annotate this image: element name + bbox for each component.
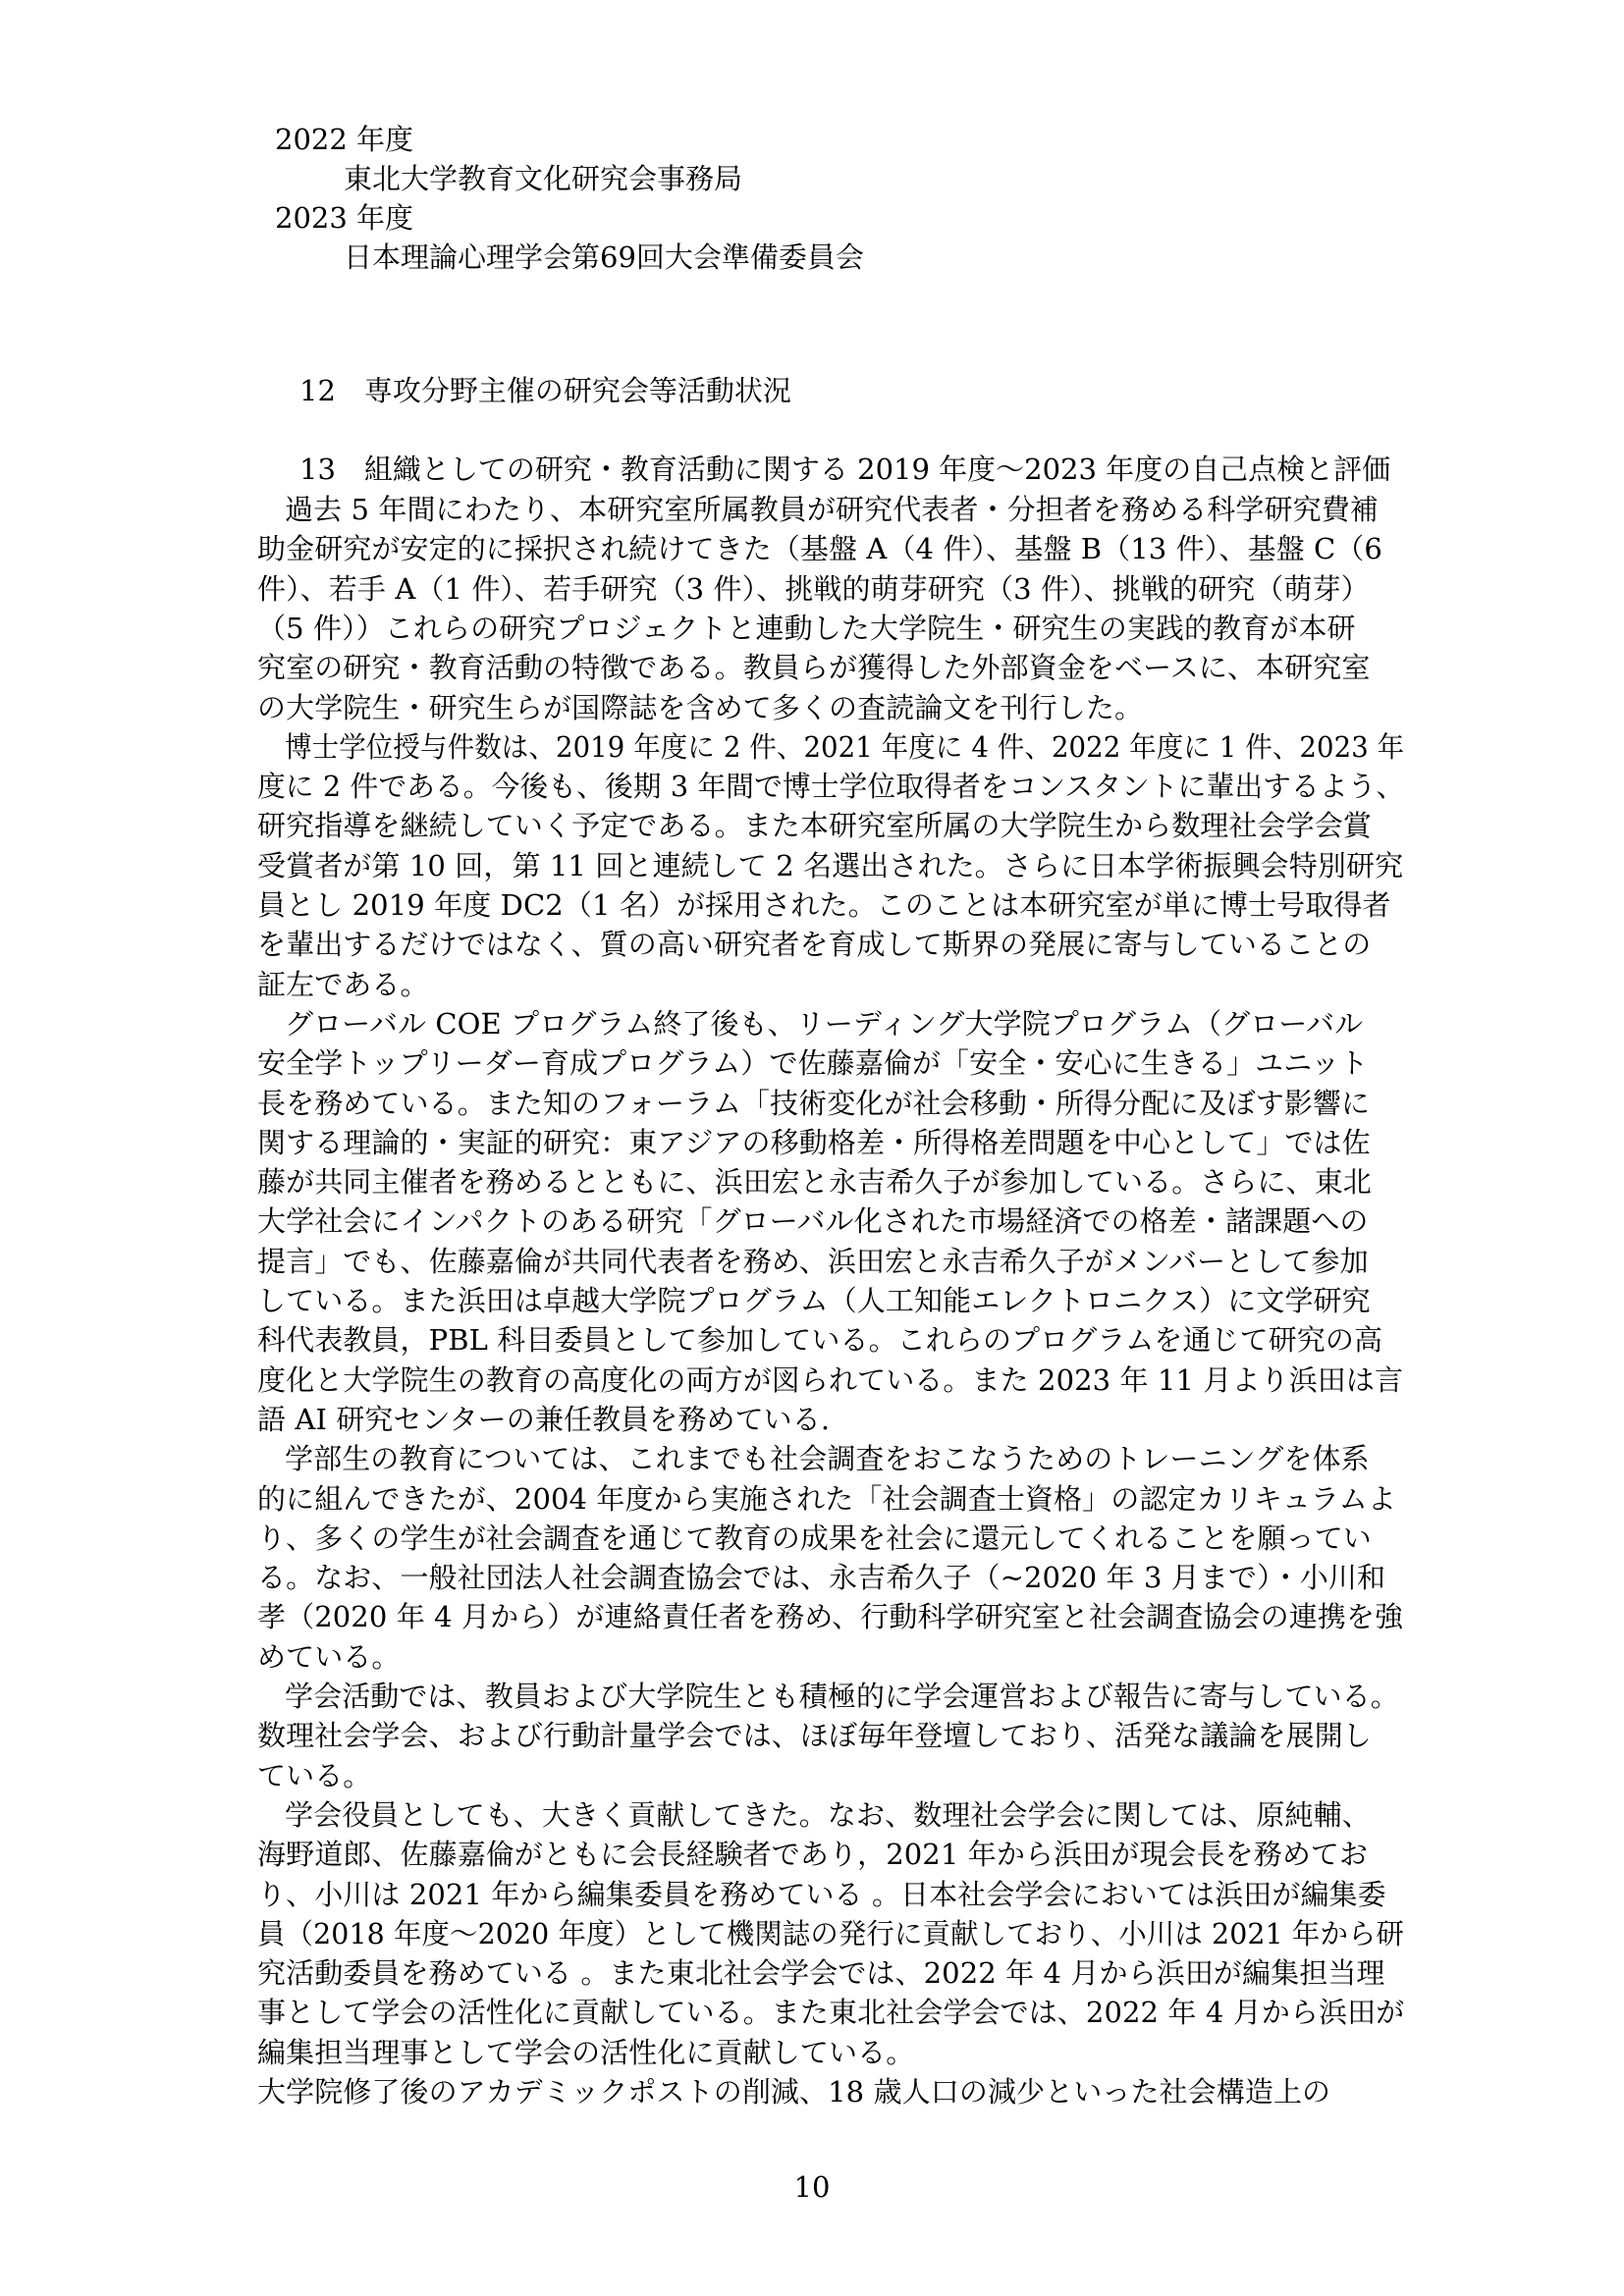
body-line: グローバル COE プログラム終了後も、リーディング大学院プログラム（グローバル: [285, 1006, 1364, 1041]
body-line: 証左である。: [257, 967, 429, 1001]
body-line: 語 AI 研究センターの兼任教員を務めている.: [257, 1402, 831, 1436]
committee-year-2022: 2022 年度: [275, 123, 414, 156]
committee-org-2022: 東北大学教育文化研究会事務局: [344, 162, 743, 195]
body-line: 藤が共同主催者を務めるとともに、浜田宏と永吉希久子が参加している。さらに、東北: [257, 1165, 1372, 1200]
body-line: 安全学トップリーダー育成プログラム）で佐藤嘉倫が「安全・安心に生きる」ユニット: [257, 1046, 1369, 1081]
body-line: ている。: [257, 1758, 372, 1792]
body-line: 大学院修了後のアカデミックポストの削減、18 歳人口の減少といった社会構造上の: [257, 2075, 1331, 2109]
body-line: 助金研究が安定的に採択され続けてきた（基盤 A（4 件）、基盤 B（13 件）、基盤 C（6: [257, 532, 1382, 566]
body-line: している。また浜田は卓越大学院プログラム（人工知能エレクトロニクス）に文学研究: [257, 1284, 1371, 1317]
body-line: 科代表教員，PBL 科目委員として参加している。これらのプログラムを通じて研究の高: [257, 1323, 1383, 1358]
body-line: 関する理論的・実証的研究：東アジアの移動格差・所得格差問題を中心として」では佐: [257, 1125, 1371, 1159]
body-line: 長を務めている。また知のフォーラム「技術変化が社会移動・所得分配に及ぼす影響に: [257, 1086, 1371, 1120]
body-line: 研究指導を継続していく予定である。また本研究室所属の大学院生から数理社会学会賞: [257, 809, 1372, 843]
body-line: 孝（2020 年 4 月から）が連絡責任者を務め、行動科学研究室と社会調査協会の連携を強: [257, 1600, 1404, 1634]
section-12-heading: 12 専攻分野主催の研究会等活動状況: [299, 374, 791, 407]
body-line: の大学院生・研究生らが国際誌を含めて多くの査読論文を刊行した。: [257, 690, 1144, 724]
body-line: 学部生の教育については、これまでも社会調査をおこなうためのトレーニングを体系: [285, 1442, 1370, 1476]
body-line: 提言」でも、佐藤嘉倫が共同代表者を務め、浜田宏と永吉希久子がメンバーとして参加: [257, 1244, 1369, 1278]
body-line: 過去 5 年間にわたり、本研究室所属教員が研究代表者・分担者を務める科学研究費補: [285, 493, 1379, 526]
body-line: 究活動委員を務めている 。また東北社会学会では、2022 年 4 月から浜田が編集担当理: [257, 1956, 1385, 1991]
body-line: （5 件））これらの研究プロジェクトと連動した大学院生・研究生の実践的教育が本研: [257, 611, 1356, 645]
body-line: 事として学会の活性化に貢献している。また東北社会学会では、2022 年 4 月から浜田が: [257, 1996, 1405, 2030]
body-line: る。なお、一般社団法人社会調査協会では、永吉希久子（~2020 年 3 月まで）・小川和: [257, 1561, 1386, 1595]
body-line: 学会活動では、教員および大学院生とも積極的に学会運営および報告に寄与している。: [285, 1680, 1399, 1713]
body-line: 受賞者が第 10 回，第 11 回と連続して 2 名選出された。さらに日本学術振興会特別研究: [257, 848, 1404, 882]
committee-year-2023: 2023 年度: [275, 201, 414, 235]
body-line: 大学社会にインパクトのある研究「グローバル化された市場経済での格差・諸課題への: [257, 1204, 1369, 1239]
body-line: 度に 2 件である。今後も、後期 3 年間で博士学位取得者をコンスタントに輩出するよう、: [257, 770, 1405, 804]
section-13-heading: 13 組織としての研究・教育活動に関する 2019 年度〜2023 年度の自己点検と評価: [299, 453, 1391, 486]
body-line: 学会役員としても、大きく貢献してきた。なお、数理社会学会に関しては、原純輔、: [285, 1797, 1371, 1832]
body-line: 度化と大学院生の教育の高度化の両方が図られている。また 2023 年 11 月より浜田は言: [257, 1362, 1404, 1397]
body-line: 件）、若手 A（1 件）、若手研究（3 件）、挑戦的萌芽研究（3 件）、挑戦的研究（萌芽）: [257, 571, 1370, 606]
body-line: 員（2018 年度〜2020 年度）として機関誌の発行に貢献しており、小川は 2021 年から研: [257, 1916, 1405, 1950]
page-number: 10: [793, 2170, 831, 2204]
body-line: 的に組んできたが、2004 年度から実施された「社会調査士資格」の認定カリキュラムよ: [257, 1481, 1396, 1516]
body-line: 数理社会学会、および行動計量学会では、ほぼ毎年登壇しており、活発な議論を展開し: [257, 1719, 1372, 1753]
body-line: めている。: [257, 1639, 401, 1674]
body-line: り、小川は 2021 年から編集委員を務めている 。日本社会学会においては浜田が編集委: [257, 1877, 1386, 1911]
body-line: 博士学位授与件数は、2019 年度に 2 件、2021 年度に 4 件、2022 年度に 1 件、2023 年: [285, 729, 1405, 764]
body-line: り、多くの学生が社会調査を通じて教育の成果を社会に還元してくれることを願ってい: [257, 1521, 1372, 1555]
body-line: を輩出するだけではなく、質の高い研究者を育成して斯界の発展に寄与していることの: [257, 928, 1372, 962]
body-line: 員とし 2019 年度 DC2（1 名）が採用された。このことは本研究室が単に博士号取得者: [257, 888, 1391, 922]
committee-org-2023: 日本理論心理学会第69回大会準備委員会: [344, 240, 864, 274]
body-line: 編集担当理事として学会の活性化に貢献している。: [257, 2035, 915, 2069]
body-line: 究室の研究・教育活動の特徴である。教員らが獲得した外部資金をベースに、本研究室: [257, 651, 1371, 685]
body-line: 海野道郎、佐藤嘉倫がともに会長経験者であり，2021 年から浜田が現会長を務めてお: [257, 1838, 1369, 1872]
